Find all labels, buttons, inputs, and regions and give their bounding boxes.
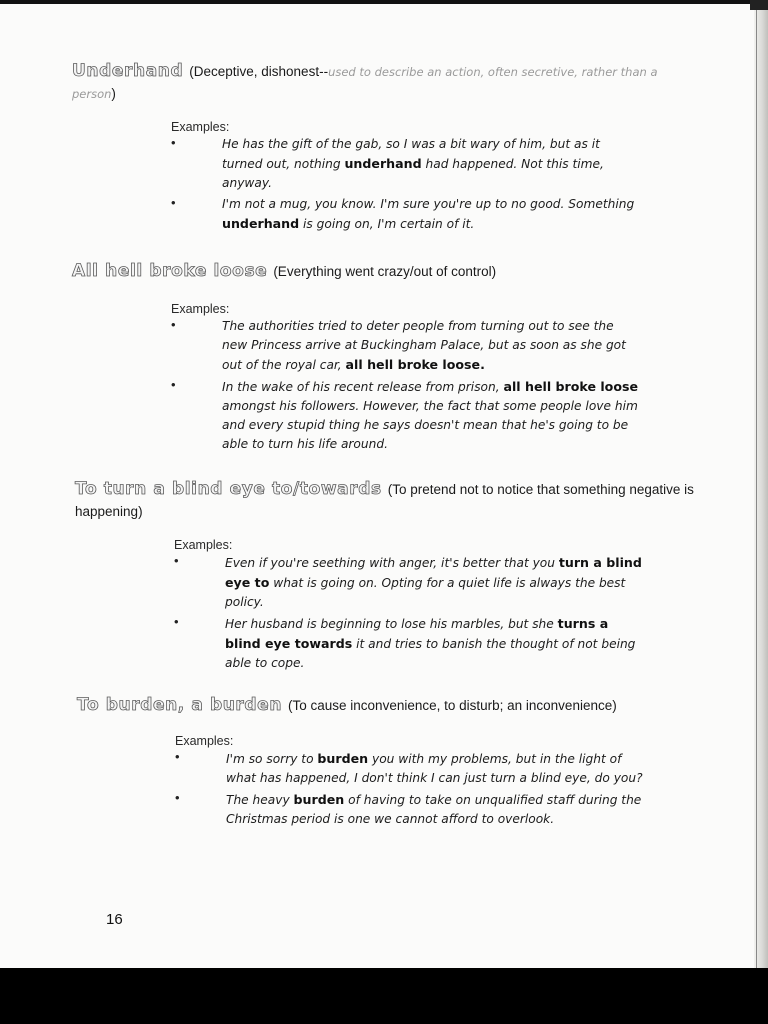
- bullet-icon: •: [171, 317, 176, 332]
- example-item: [175, 749, 646, 788]
- bullet-icon: •: [171, 377, 176, 392]
- examples-label: Examples:: [175, 734, 234, 748]
- idiom-entry-turn-a-blind-eye: [75, 478, 695, 523]
- scanner-bottom-band: [0, 968, 768, 1024]
- idiom-entry-all-hell-broke-loose: [72, 260, 692, 283]
- example-text: I'm not a mug, you know. I'm sure you're up to no good. Something underhand is going on, I'm certain of it.: [222, 197, 635, 231]
- examples-list: [171, 135, 642, 236]
- example-item: [174, 614, 645, 673]
- example-item: [171, 135, 642, 193]
- page-gutter-line: [756, 0, 757, 968]
- page-corner-mark: [750, 0, 768, 10]
- example-text: The heavy burden of having to take on unqualified staff during the Christmas period is one we cannot afford to overlook.: [226, 792, 642, 826]
- idiom-highlight: turns a blind eye towards: [225, 616, 609, 651]
- idiom-highlight: turn a blind eye to: [225, 555, 642, 590]
- idiom-term: To turn a blind eye to/towards: [75, 479, 382, 499]
- idiom-highlight: underhand: [344, 156, 422, 171]
- idiom-highlight: all hell broke loose.: [345, 357, 485, 372]
- example-item: [171, 195, 642, 234]
- bullet-icon: •: [175, 749, 180, 764]
- idiom-definition: (Everything went crazy/out of control): [273, 264, 497, 279]
- examples-list: [171, 317, 642, 456]
- idiom-term: All hell broke loose: [72, 261, 268, 281]
- example-text: In the wake of his recent release from prison, all hell broke loose amongst his followers. However, the fact that some people love him and every stupid thing he says doesn't mean that he's going to be able to turn his life around.: [222, 379, 639, 451]
- examples-list: [175, 749, 646, 831]
- example-text: He has the gift of the gab, so I was a bit wary of him, but as it turned out, nothing underhand had happened. Not this time, anyway.: [222, 137, 604, 190]
- examples-label: Examples:: [171, 120, 230, 134]
- bullet-icon: •: [171, 195, 176, 210]
- idiom-highlight: burden: [293, 792, 345, 807]
- examples-label: Examples:: [171, 302, 230, 316]
- bullet-icon: •: [171, 135, 176, 150]
- example-text: I'm so sorry to burden you with my problems, but in the light of what has happened, I don't think I can just turn a blind eye, do you?: [226, 751, 643, 785]
- idiom-entry-to-burden: [77, 694, 697, 717]
- example-item: [174, 553, 645, 612]
- page-number: 16: [106, 911, 123, 928]
- idiom-definition: (To cause inconvenience, to disturb; an inconvenience): [288, 698, 617, 713]
- bullet-icon: •: [174, 614, 179, 629]
- examples-label: Examples:: [174, 538, 233, 552]
- bullet-icon: •: [175, 790, 180, 805]
- idiom-definition: (To pretend not to notice that something negative is happening): [75, 482, 694, 519]
- example-item: [175, 790, 646, 829]
- idiom-highlight: all hell broke loose: [503, 379, 639, 394]
- idiom-definition-note: used to describe an action, often secretive, rather than a person: [72, 65, 658, 101]
- idiom-term: To burden, a burden: [77, 695, 283, 715]
- example-item: [171, 317, 642, 375]
- example-text: Her husband is beginning to lose his marbles, but she turns a blind eye towards it and tries to banish the thought of not being able to cope.: [225, 616, 636, 670]
- idiom-entry-underhand: [72, 60, 692, 105]
- examples-list: [174, 553, 645, 675]
- page-top-edge: [0, 0, 768, 4]
- idiom-definition-close: ): [111, 86, 116, 101]
- idiom-term: Underhand: [72, 61, 184, 81]
- example-text: Even if you're seething with anger, it's better that you turn a blind eye to what is going on. Opting for a quiet life is always the best policy.: [225, 555, 642, 609]
- example-text: The authorities tried to deter people from turning out to see the new Princess arrive at Buckingham Palace, but as soon as she got out of the royal car, all hell broke loose.: [222, 319, 626, 372]
- idiom-highlight: burden: [317, 751, 369, 766]
- example-item: [171, 377, 642, 454]
- idiom-highlight: underhand: [222, 216, 300, 231]
- idiom-definition: (Deceptive, dishonest--: [189, 64, 329, 79]
- bullet-icon: •: [174, 553, 179, 568]
